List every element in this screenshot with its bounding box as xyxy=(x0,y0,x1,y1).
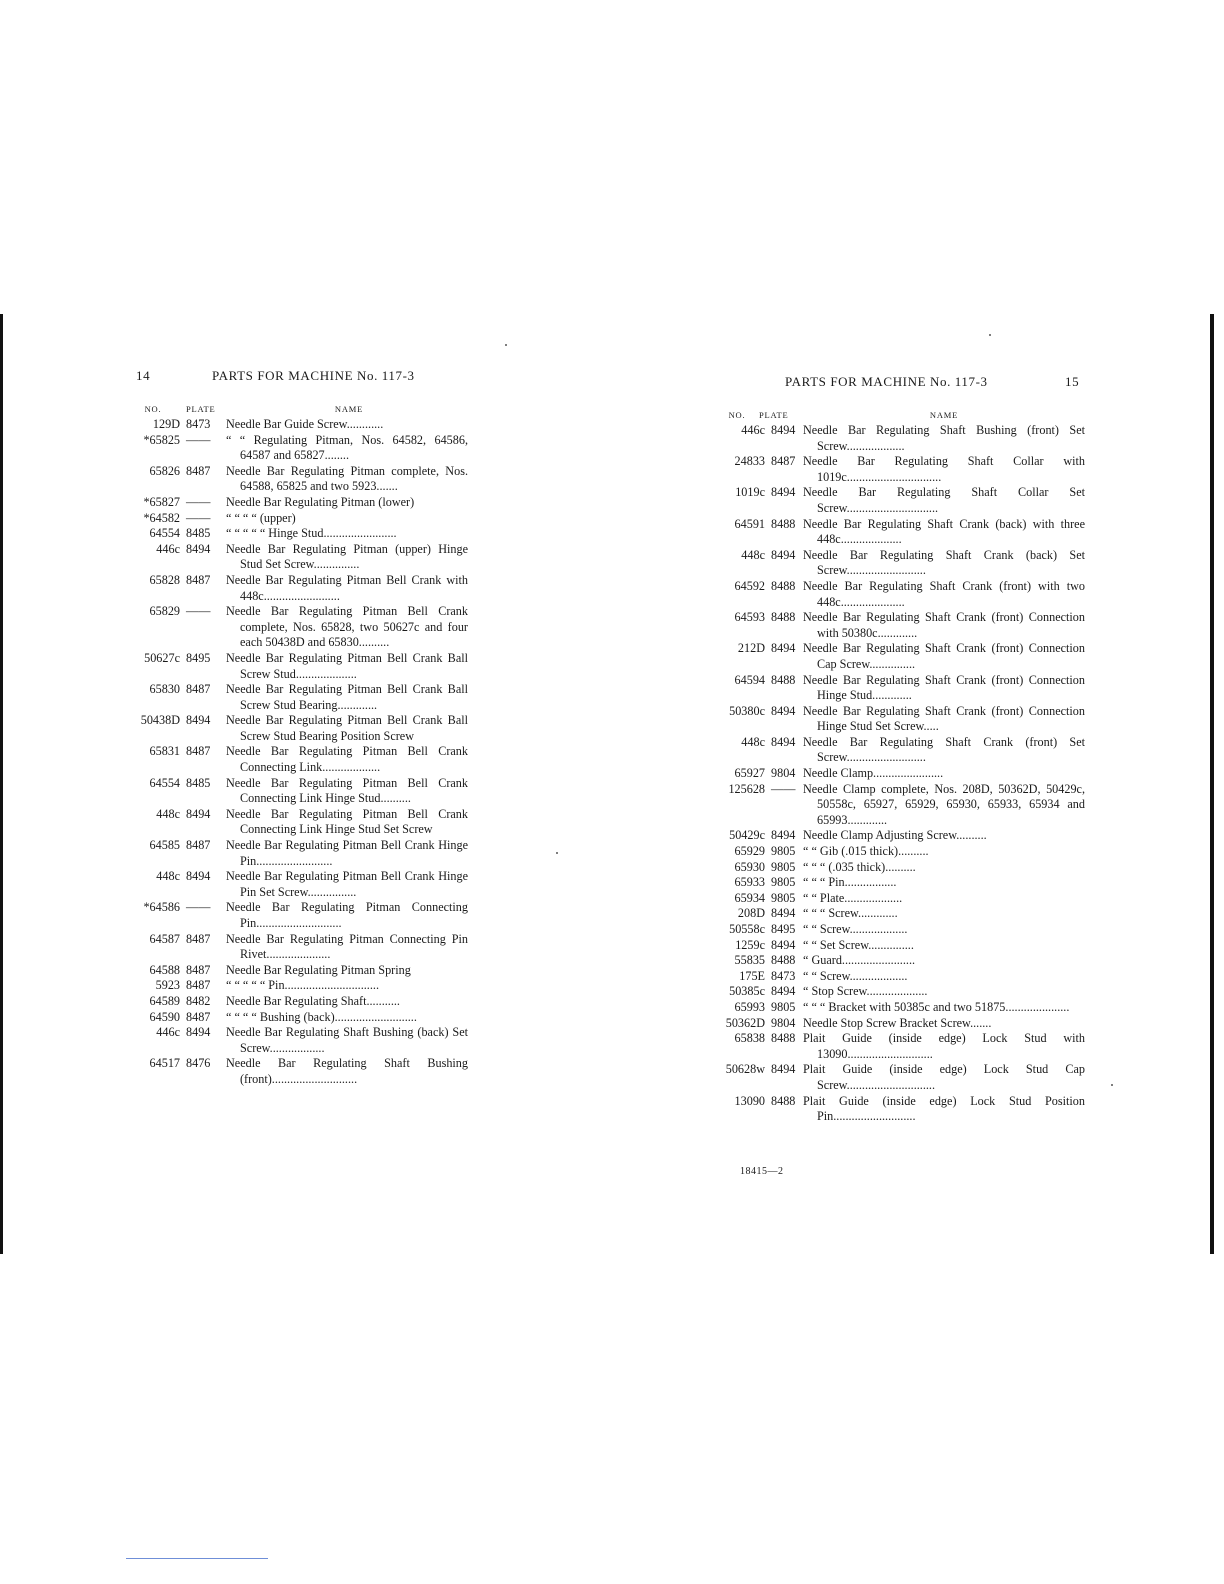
part-number: 212D xyxy=(737,641,765,656)
parts-row xyxy=(128,713,468,744)
parts-row xyxy=(128,838,468,869)
parts-row xyxy=(128,807,468,838)
part-number: 65927 xyxy=(734,766,765,781)
part-number: 208D xyxy=(737,906,765,921)
parts-row xyxy=(715,1031,1085,1062)
left-page xyxy=(128,368,468,1088)
plate-number: 9804 xyxy=(771,766,796,781)
plate-number: —— xyxy=(186,432,211,447)
column-header-name: NAME xyxy=(929,410,959,420)
part-name: “ “ Plate................... xyxy=(803,890,903,905)
part-number: 64589 xyxy=(149,993,180,1008)
plate-number: 8488 xyxy=(771,516,796,531)
plate-number: 9804 xyxy=(771,1015,796,1030)
parts-row xyxy=(128,495,468,511)
plate-number: 9805 xyxy=(771,859,796,874)
part-number: 24833 xyxy=(734,454,765,469)
left-page-number: 14 xyxy=(136,368,151,383)
plate-number: 8488 xyxy=(771,953,796,968)
part-number: 446c xyxy=(156,1025,180,1040)
part-number: *65827 xyxy=(143,494,180,509)
plate-number: 8487 xyxy=(186,1009,211,1024)
part-number: 64590 xyxy=(149,1009,180,1024)
part-number: 448c xyxy=(741,547,765,562)
parts-row xyxy=(128,776,468,807)
part-number: 50385c xyxy=(729,984,765,999)
parts-row xyxy=(128,651,468,682)
parts-row xyxy=(715,1000,1085,1016)
parts-row xyxy=(715,485,1085,516)
parts-row xyxy=(715,906,1085,922)
part-name: Needle Stop Screw Bracket Screw....... xyxy=(803,1015,992,1030)
right-running-head xyxy=(715,374,1085,396)
plate-number: 8487 xyxy=(186,463,211,478)
plate-number: 8485 xyxy=(186,526,211,541)
parts-row xyxy=(128,573,468,604)
part-name: “ “ Gib (.015 thick).......... xyxy=(803,844,929,859)
right-running-title: PARTS FOR MACHINE No. 117-3 xyxy=(785,374,988,389)
part-number: 64588 xyxy=(149,962,180,977)
part-name: Needle Bar Regulating Pitman Bell Crank Connecting Link................... xyxy=(226,744,468,775)
parts-row xyxy=(128,682,468,713)
parts-row xyxy=(715,984,1085,1000)
part-name: Needle Bar Regulating Pitman Spring xyxy=(226,962,411,977)
plate-number: 8494 xyxy=(186,1025,211,1040)
right-page xyxy=(715,374,1085,1125)
plate-number: 8485 xyxy=(186,775,211,790)
part-number: 446c xyxy=(156,541,180,556)
scan-speck xyxy=(989,334,991,336)
plate-number: 8494 xyxy=(771,485,796,500)
parts-row xyxy=(128,744,468,775)
part-number: 64585 xyxy=(149,838,180,853)
part-number: 65930 xyxy=(734,859,765,874)
plate-number: 8494 xyxy=(771,703,796,718)
part-number: 65933 xyxy=(734,875,765,890)
part-number: 65831 xyxy=(149,744,180,759)
part-name: “ “ “ Pin................. xyxy=(803,875,897,890)
part-name: Needle Bar Regulating Shaft Crank (front) Connection Hinge Stud............. xyxy=(803,672,1085,703)
left-column-headers xyxy=(128,404,468,416)
part-number: *64582 xyxy=(143,510,180,525)
part-name: “ “ “ (.035 thick).......... xyxy=(803,859,916,874)
part-name: Needle Bar Regulating Pitman Bell Crank Ball Screw Stud Bearing Position Screw xyxy=(226,713,468,743)
part-name: Needle Clamp complete, Nos. 208D, 50362D, 50429c, 50558c, 65927, 65929, 65930, 65933, 65934 and 65993............. xyxy=(803,781,1085,827)
part-name: Needle Clamp Adjusting Screw.......... xyxy=(803,828,987,843)
part-name: “ “ Regulating Pitman, Nos. 64582, 64586, 64587 and 65827........ xyxy=(226,432,468,463)
right-column-headers xyxy=(715,410,1085,422)
parts-row xyxy=(128,464,468,495)
plate-number: 9805 xyxy=(771,844,796,859)
part-number: 64587 xyxy=(149,931,180,946)
plate-number: 8473 xyxy=(186,417,211,431)
plate-number: 8482 xyxy=(186,993,211,1008)
parts-row xyxy=(715,735,1085,766)
parts-row xyxy=(715,423,1085,454)
part-name: Plait Guide (inside edge) Lock Stud Cap Screw............................. xyxy=(803,1062,1085,1092)
plate-number: 8494 xyxy=(771,828,796,843)
parts-row xyxy=(128,994,468,1010)
plate-number: 8494 xyxy=(771,937,796,952)
scan-speck xyxy=(1111,1084,1113,1086)
plate-number: —— xyxy=(186,494,211,509)
parts-row xyxy=(715,938,1085,954)
part-name: Plait Guide (inside edge) Lock Stud with 13090............................ xyxy=(803,1031,1085,1061)
part-number: 448c xyxy=(156,869,180,884)
parts-row xyxy=(128,1010,468,1026)
scan-left-edge xyxy=(0,314,3,1254)
part-name: “ “ “ “ “ Hinge Stud........................ xyxy=(226,526,397,541)
parts-row xyxy=(715,641,1085,672)
plate-number: 8494 xyxy=(771,984,796,999)
part-name: Plait Guide (inside edge) Lock Stud Position Pin........................... xyxy=(803,1093,1085,1124)
part-number: 65929 xyxy=(734,844,765,859)
part-name: Needle Bar Regulating Shaft Crank (back) Set Screw.......................... xyxy=(803,547,1085,578)
part-name: Needle Bar Regulating Shaft Crank (front) Set Screw.......................... xyxy=(803,734,1085,765)
part-number: 65830 xyxy=(149,682,180,697)
left-running-title: PARTS FOR MACHINE No. 117-3 xyxy=(212,368,415,383)
part-name: Needle Bar Regulating Shaft Crank (front) with two 448c..................... xyxy=(803,578,1085,609)
part-name: “ “ “ “ (upper) xyxy=(226,510,296,525)
right-parts-list xyxy=(715,423,1085,1125)
part-number: 64593 xyxy=(734,610,765,625)
part-name: Needle Bar Regulating Shaft Collar with 1019c............................... xyxy=(803,454,1085,484)
part-number: 64592 xyxy=(734,578,765,593)
part-name: Needle Bar Regulating Shaft Bushing (front)............................ xyxy=(226,1056,468,1086)
part-name: Needle Bar Regulating Pitman Bell Crank with 448c......................... xyxy=(226,572,468,603)
part-number: 175E xyxy=(739,968,765,983)
plate-number: 8487 xyxy=(186,744,211,759)
part-name: Needle Bar Regulating Pitman Bell Crank Hinge Pin......................... xyxy=(226,838,468,868)
plate-number: 8487 xyxy=(186,962,211,977)
parts-row xyxy=(715,875,1085,891)
parts-row xyxy=(715,782,1085,829)
plate-number: 8488 xyxy=(771,578,796,593)
plate-number: 8494 xyxy=(771,641,796,656)
part-number: 65829 xyxy=(149,604,180,619)
plate-number: 8495 xyxy=(186,650,211,665)
part-name: “ “ Set Screw............... xyxy=(803,937,914,952)
part-name: Needle Bar Regulating Pitman Connecting Pin Rivet..................... xyxy=(226,931,468,962)
parts-row xyxy=(128,1056,468,1087)
part-number: 64554 xyxy=(149,775,180,790)
parts-row xyxy=(715,766,1085,782)
part-number: 65934 xyxy=(734,890,765,905)
part-number: 65826 xyxy=(149,463,180,478)
part-number: 129D xyxy=(152,417,180,431)
parts-row xyxy=(128,511,468,527)
parts-row xyxy=(128,433,468,464)
plate-number: 8487 xyxy=(186,931,211,946)
part-name: “ “ “ “ Bushing (back)........................... xyxy=(226,1009,417,1024)
part-number: 65828 xyxy=(149,572,180,587)
part-name: Needle Bar Regulating Pitman Connecting Pin............................ xyxy=(226,900,468,930)
plate-number: 8473 xyxy=(771,968,796,983)
part-name: Needle Bar Regulating Shaft Bushing (front) Set Screw................... xyxy=(803,423,1085,453)
plate-number: 8488 xyxy=(771,672,796,687)
parts-row xyxy=(715,1062,1085,1093)
parts-row xyxy=(715,891,1085,907)
plate-number: —— xyxy=(771,781,796,796)
column-header-no: NO. xyxy=(144,404,162,414)
plate-number: 8494 xyxy=(771,547,796,562)
parts-row xyxy=(715,922,1085,938)
part-name: Needle Bar Regulating Shaft Crank (back) with three 448c.................... xyxy=(803,516,1085,547)
parts-row xyxy=(128,900,468,931)
left-parts-list xyxy=(128,417,468,1088)
parts-row xyxy=(128,417,468,433)
plate-number: 8495 xyxy=(771,922,796,936)
part-number: 64594 xyxy=(734,672,765,687)
parts-row xyxy=(128,978,468,994)
part-name: Needle Bar Regulating Pitman (lower) xyxy=(226,494,415,509)
part-number: 13090 xyxy=(734,1093,765,1108)
part-name: Needle Bar Regulating Pitman Bell Crank Ball Screw Stud.................... xyxy=(226,650,468,681)
parts-row xyxy=(715,517,1085,548)
plate-number: 8494 xyxy=(186,869,211,884)
part-name: Needle Bar Guide Screw............ xyxy=(226,417,384,431)
part-number: 446c xyxy=(741,423,765,437)
plate-number: —— xyxy=(186,510,211,525)
plate-number: 9805 xyxy=(771,999,796,1014)
part-name: “ “ Screw................... xyxy=(803,922,908,936)
part-name: Needle Bar Regulating Pitman Bell Crank complete, Nos. 65828, two 50627c and four each 50438D and 65830.......... xyxy=(226,604,468,650)
column-header-no: NO. xyxy=(728,410,746,420)
parts-row xyxy=(715,1016,1085,1032)
plate-number: 8494 xyxy=(771,906,796,921)
part-number: 50380c xyxy=(729,703,765,718)
plate-number: 9805 xyxy=(771,875,796,890)
parts-row xyxy=(715,969,1085,985)
part-name: Needle Bar Regulating Shaft........... xyxy=(226,993,400,1008)
part-name: Needle Clamp....................... xyxy=(803,766,944,781)
part-name: Needle Bar Regulating Pitman Bell Crank Ball Screw Stud Bearing............. xyxy=(226,682,468,712)
column-header-name: NAME xyxy=(334,404,364,414)
part-name: Needle Bar Regulating Shaft Crank (front) Connection Cap Screw............... xyxy=(803,641,1085,671)
parts-row xyxy=(715,1094,1085,1125)
scan-speck xyxy=(556,852,558,854)
plate-number: 8487 xyxy=(186,682,211,697)
plate-number: 8487 xyxy=(771,454,796,469)
part-name: Needle Bar Regulating Pitman Bell Crank Connecting Link Hinge Stud Set Screw xyxy=(226,806,468,837)
part-number: 50362D xyxy=(725,1015,765,1030)
left-running-head xyxy=(128,368,468,390)
parts-row xyxy=(128,932,468,963)
part-name: Needle Bar Regulating Pitman complete, Nos. 64588, 65825 and two 5923....... xyxy=(226,463,468,494)
part-name: Needle Bar Regulating Shaft Collar Set Screw.............................. xyxy=(803,485,1085,515)
part-name: Needle Bar Regulating Shaft Bushing (back) Set Screw.................. xyxy=(226,1025,468,1055)
parts-row xyxy=(128,963,468,979)
scan-blue-rule xyxy=(126,1558,268,1559)
scan-speck xyxy=(505,344,507,346)
scan-right-edge xyxy=(1210,314,1214,1254)
plate-number: 8488 xyxy=(771,1093,796,1108)
part-number: 64554 xyxy=(149,526,180,541)
part-name: “ Stop Screw.................... xyxy=(803,984,928,999)
part-number: 5923 xyxy=(155,978,180,993)
plate-number: 8488 xyxy=(771,1031,796,1046)
part-name: Needle Bar Regulating Pitman Bell Crank Hinge Pin Set Screw................ xyxy=(226,869,468,899)
part-name: “ “ “ Screw............. xyxy=(803,906,898,921)
part-number: 64517 xyxy=(149,1056,180,1071)
part-number: 50627c xyxy=(144,650,180,665)
parts-row xyxy=(715,579,1085,610)
part-number: 1259c xyxy=(735,937,765,952)
part-name: Needle Bar Regulating Shaft Crank (front) Connection with 50380c............. xyxy=(803,610,1085,640)
part-number: 50429c xyxy=(729,828,765,843)
part-name: Needle Bar Regulating Shaft Crank (front) Connection Hinge Stud Set Screw..... xyxy=(803,703,1085,734)
parts-row xyxy=(128,1025,468,1056)
right-page-number: 15 xyxy=(1065,374,1080,389)
part-number: 1019c xyxy=(735,485,765,500)
plate-number: —— xyxy=(186,900,211,915)
print-code: 18415—2 xyxy=(740,1166,784,1177)
parts-row xyxy=(715,704,1085,735)
part-number: 65993 xyxy=(734,999,765,1014)
part-name: “ “ “ “ “ Pin............................... xyxy=(226,978,379,993)
plate-number: 8487 xyxy=(186,838,211,853)
column-header-plate: PLATE xyxy=(186,404,216,414)
part-number: 448c xyxy=(741,734,765,749)
plate-number: —— xyxy=(186,604,211,619)
plate-number: 8494 xyxy=(186,713,211,728)
part-number: 64591 xyxy=(734,516,765,531)
part-name: Needle Bar Regulating Pitman Bell Crank Connecting Link Hinge Stud.......... xyxy=(226,775,468,806)
parts-row xyxy=(715,828,1085,844)
parts-row xyxy=(715,548,1085,579)
part-number: 55835 xyxy=(734,953,765,968)
part-name: Needle Bar Regulating Pitman (upper) Hinge Stud Set Screw............... xyxy=(226,541,468,572)
plate-number: 8476 xyxy=(186,1056,211,1071)
part-name: “ “ “ Bracket with 50385c and two 51875..................... xyxy=(803,999,1070,1014)
parts-row xyxy=(128,869,468,900)
part-number: 65838 xyxy=(734,1031,765,1046)
plate-number: 8494 xyxy=(771,423,796,437)
plate-number: 8494 xyxy=(771,1062,796,1077)
parts-row xyxy=(128,604,468,651)
part-number: *64586 xyxy=(143,900,180,915)
plate-number: 8494 xyxy=(186,541,211,556)
part-name: “ “ Screw................... xyxy=(803,968,908,983)
part-number: 448c xyxy=(156,806,180,821)
part-number: *65825 xyxy=(143,432,180,447)
plate-number: 8494 xyxy=(771,734,796,749)
part-number: 125628 xyxy=(728,781,765,796)
plate-number: 8487 xyxy=(186,978,211,993)
parts-row xyxy=(715,844,1085,860)
part-number: 50558c xyxy=(729,922,765,936)
plate-number: 8487 xyxy=(186,572,211,587)
plate-number: 8494 xyxy=(186,806,211,821)
parts-row xyxy=(715,610,1085,641)
parts-row xyxy=(715,860,1085,876)
parts-row xyxy=(128,526,468,542)
parts-row xyxy=(128,542,468,573)
part-number: 50438D xyxy=(140,713,180,728)
parts-row xyxy=(715,454,1085,485)
column-header-plate: PLATE xyxy=(759,410,789,420)
parts-row xyxy=(715,673,1085,704)
part-name: “ Guard........................ xyxy=(803,953,916,968)
plate-number: 9805 xyxy=(771,890,796,905)
plate-number: 8488 xyxy=(771,610,796,625)
part-number: 50628w xyxy=(725,1062,765,1077)
parts-row xyxy=(715,953,1085,969)
